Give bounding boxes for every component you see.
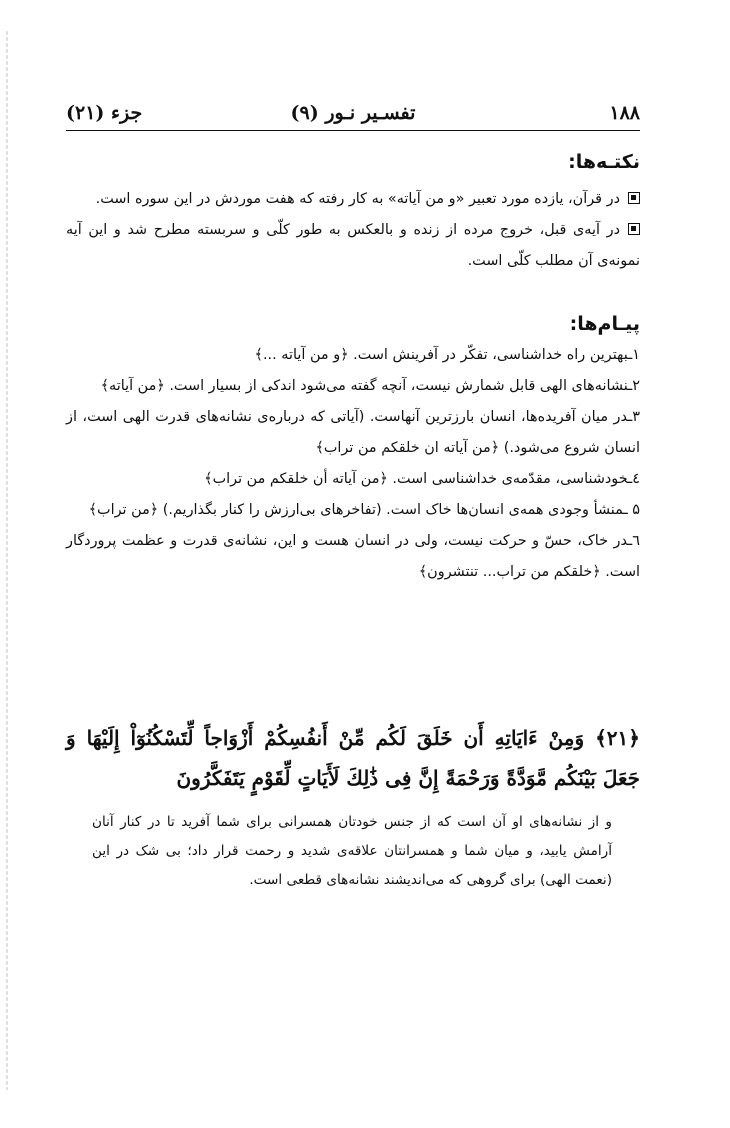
page-edge-dots <box>6 30 8 1090</box>
square-bullet-icon <box>628 223 640 235</box>
message-text: نشانه‌های الهی قابل شمارش نیست، آنچه گفته می‌شود اندکی از بسیار است. ﴿من آیاته﴾ <box>100 378 629 394</box>
message-text: بهترین راه خداشناسی، تفکّر در آفرینش است. ﴿و من آیاته ...﴾ <box>254 347 629 363</box>
message-item <box>66 402 640 464</box>
message-number: ۱ـ <box>628 347 640 363</box>
message-number: ۲ـ <box>628 378 640 394</box>
message-text: خودشناسی، مقدّمه‌ی خداشناسی است. ﴿من آیاته أن خلقکم من تراب﴾ <box>204 471 629 487</box>
message-number: ۵ ـ <box>623 502 640 518</box>
quran-verse <box>66 718 640 798</box>
message-text: در میان آفریده‌ها، انسان بارزترین آنهاست. (آیاتی که درباره‌ی نشانه‌های قدرت الهی است، از انسان شروع می‌شود.) ﴿من آیاته ان خلقکم من تراب﴾ <box>66 409 640 456</box>
note-text: در آیه‌ی قبل، خروج مرده از زنده و بالعکس به طور کلّی و سربسته مطرح شد و این آیه نمونه‌ی آن مطلب کلّی است. <box>66 222 640 269</box>
square-bullet-icon <box>628 192 640 204</box>
notes-section <box>66 146 640 277</box>
page-header <box>66 102 640 128</box>
note-text: در قرآن، یازده مورد تعبیر «و من آیاته» به کار رفته که هفت موردش در این سوره است. <box>95 191 620 207</box>
message-number: ٦ـ <box>628 533 640 549</box>
messages-section <box>66 308 640 588</box>
book-title: تفسـیر نـور (۹) <box>290 102 416 124</box>
header-rule <box>66 130 640 131</box>
part-number: جزء (۲۱) <box>66 102 143 124</box>
message-item <box>66 495 640 526</box>
note-item <box>66 184 640 215</box>
message-text: در خاک، حسّ و حرکت نیست، ولی در انسان هست و این، نشانه‌ی قدرت و عظمت پروردگار است. ﴿خلقکم من تراب... تنتشرون﴾ <box>66 533 640 580</box>
verse-translation <box>92 808 612 895</box>
message-number: ٤ـ <box>628 471 640 487</box>
message-text: منشأ وجودی همه‌ی انسان‌ها خاک است. (تفاخرهای بی‌ارزش را کنار بگذاریم.) ﴿من تراب﴾ <box>88 502 624 518</box>
message-item <box>66 340 640 371</box>
notes-heading: نکتـه‌ها: <box>568 151 640 173</box>
message-item <box>66 464 640 495</box>
message-item <box>66 371 640 402</box>
messages-heading: پیـام‌ها: <box>569 313 640 335</box>
message-item <box>66 526 640 588</box>
verse-number: ﴿۲۱﴾ <box>595 726 640 750</box>
verse-text: وَمِنْ ءَايَاتِهِ أَن خَلَقَ لَكُم مِّنْ أَنفُسِكُمْ أَزْوَاجاً لِّتَسْكُنُوٓاْ إِلَيْهَا وَ جَعَلَ بَيْنَكُم مَّوَدَّةً وَرَحْمَةً إِنَّ فِى ذَٰلِكَ لَأَيَاتٍ لِّقَوْمٍ يَتَفَكَّرُونَ <box>66 726 640 790</box>
translation-text: و از نشانه‌های او آن است که از جنس خودتان همسرانی برای شما آفرید تا در کنار آنان آرامش یابید، و میان شما و همسرانتان علاقه‌ی شدید و رحمت قرار داد؛ بی شک در این (نعمت الهی) برای گروهی که می‌اندیشند نشانه‌های قطعی است. <box>92 814 612 888</box>
note-item <box>66 215 640 277</box>
page-number: ۱۸۸ <box>609 102 640 124</box>
message-number: ۳ـ <box>628 409 640 425</box>
